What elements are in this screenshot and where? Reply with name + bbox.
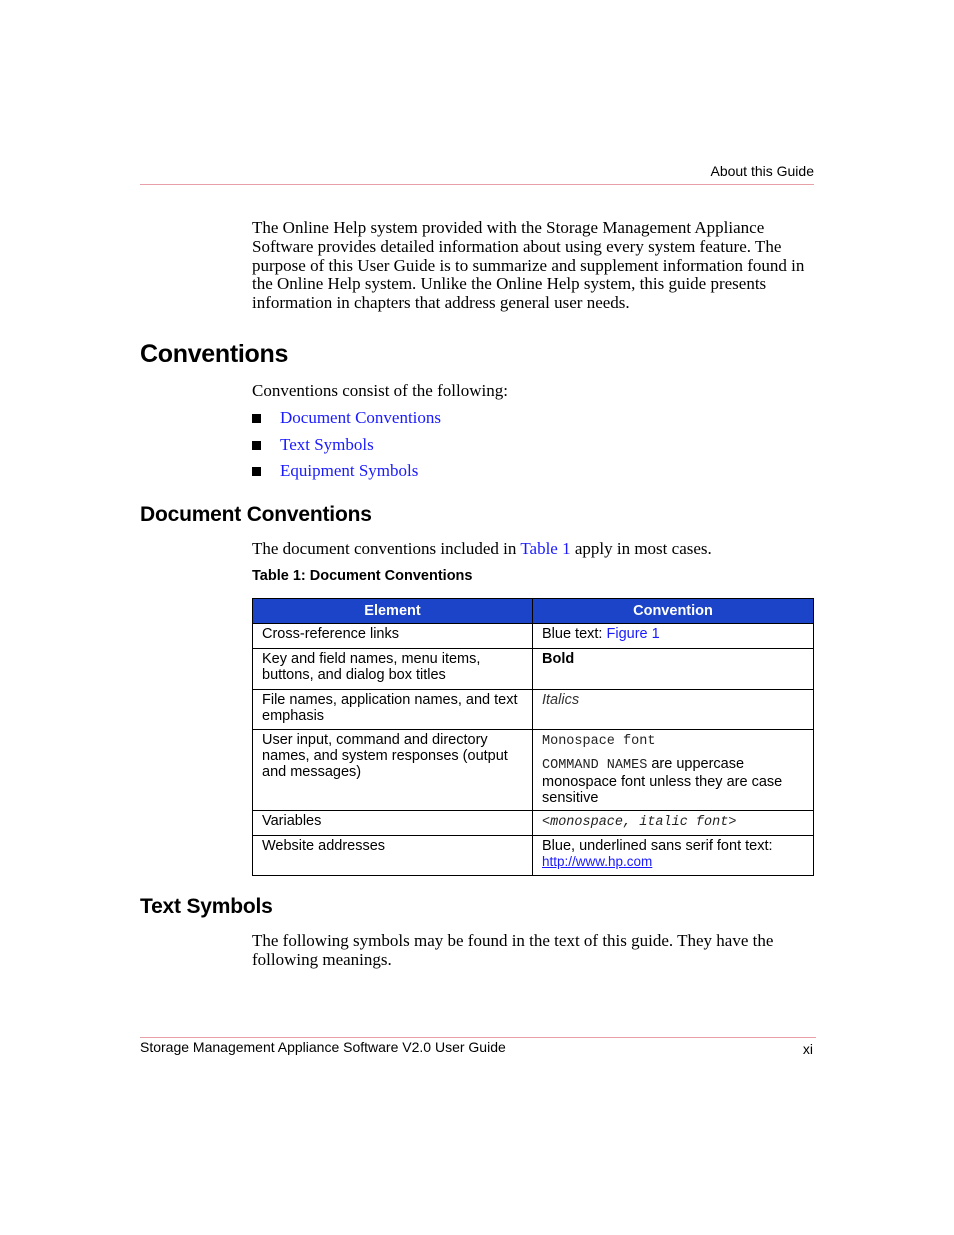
cell-convention xyxy=(533,836,814,876)
table-header-row xyxy=(253,599,814,624)
intro-paragraph: The Online Help system provided with the Storage Management Appliance Software provides detailed information about using every system feature. The purpose of this User Guide is to summarize and supplement information found in the Online Help system. Unlike the Online Help system, this guide presents information in chapters that address general user needs. xyxy=(252,218,805,313)
list-item xyxy=(252,435,441,462)
cell-text: Blue text: xyxy=(542,626,607,642)
cell-convention xyxy=(533,730,814,811)
table-row xyxy=(253,649,814,690)
table-row xyxy=(253,836,814,876)
link-document-conventions[interactable]: Document Conventions xyxy=(280,408,442,427)
bullet-square-icon xyxy=(252,414,261,423)
link-figure-1[interactable]: Figure 1 xyxy=(606,626,660,642)
table-row xyxy=(253,624,814,649)
bullet-square-icon xyxy=(252,467,261,476)
link-text-symbols[interactable]: Text Symbols xyxy=(280,434,374,454)
footer-title: Storage Management Appliance Software V2.0 User Guide xyxy=(140,1039,506,1055)
cell-element: Key and field names, menu items, buttons, and dialog box titles xyxy=(253,649,533,690)
cell-convention xyxy=(533,690,814,730)
conventions-heading: Conventions xyxy=(140,340,289,368)
cell-convention xyxy=(533,624,814,649)
text-symbols-paragraph: The following symbols may be found in the text of this guide. They have the following meanings. xyxy=(252,931,774,969)
monospace-italic-sample: <monospace, italic font> xyxy=(542,815,737,830)
monospace-sample: Monospace font xyxy=(542,734,656,749)
column-header-element: Element xyxy=(253,599,533,624)
column-header-convention: Convention xyxy=(533,599,814,624)
cell-text: are uppercase monospace font unless they are case sensitive xyxy=(542,756,783,806)
table-row xyxy=(253,730,814,811)
cell-element: User input, command and directory names, and system responses (output and messages) xyxy=(253,730,533,811)
cell-element: Website addresses xyxy=(253,836,533,876)
list-item xyxy=(252,408,441,435)
command-names-sample: COMMAND NAMES xyxy=(542,758,648,773)
table-row xyxy=(253,690,814,730)
conventions-list xyxy=(252,408,441,488)
conventions-table xyxy=(252,598,814,876)
list-item xyxy=(252,461,441,488)
document-conventions-paragraph xyxy=(252,539,712,559)
link-hp-website[interactable]: http://www.hp.com xyxy=(542,854,653,869)
italic-sample: Italics xyxy=(542,692,580,708)
table-row xyxy=(253,811,814,836)
running-header: About this Guide xyxy=(710,163,814,179)
cell-convention xyxy=(533,811,814,836)
cell-element: Cross-reference links xyxy=(253,624,533,649)
bullet-square-icon xyxy=(252,441,261,450)
cell-element: Variables xyxy=(253,811,533,836)
footer-rule xyxy=(140,1037,816,1038)
cell-text xyxy=(542,756,805,806)
text-symbols-heading: Text Symbols xyxy=(140,895,273,918)
paragraph-text: The document conventions included in xyxy=(252,539,521,558)
page-number: xi xyxy=(802,1041,813,1057)
conventions-lead: Conventions consist of the following: xyxy=(252,381,508,400)
link-table-1[interactable]: Table 1 xyxy=(520,539,571,558)
paragraph-text: apply in most cases. xyxy=(570,539,712,558)
document-conventions-heading: Document Conventions xyxy=(140,503,372,526)
cell-convention xyxy=(533,649,814,690)
link-equipment-symbols[interactable]: Equipment Symbols xyxy=(280,461,419,481)
cell-text: Blue, underlined sans serif font text: xyxy=(542,838,773,854)
bold-sample: Bold xyxy=(542,651,575,667)
table-caption: Table 1: Document Conventions xyxy=(252,568,473,584)
cell-element: File names, application names, and text emphasis xyxy=(253,690,533,730)
header-rule xyxy=(140,184,814,185)
